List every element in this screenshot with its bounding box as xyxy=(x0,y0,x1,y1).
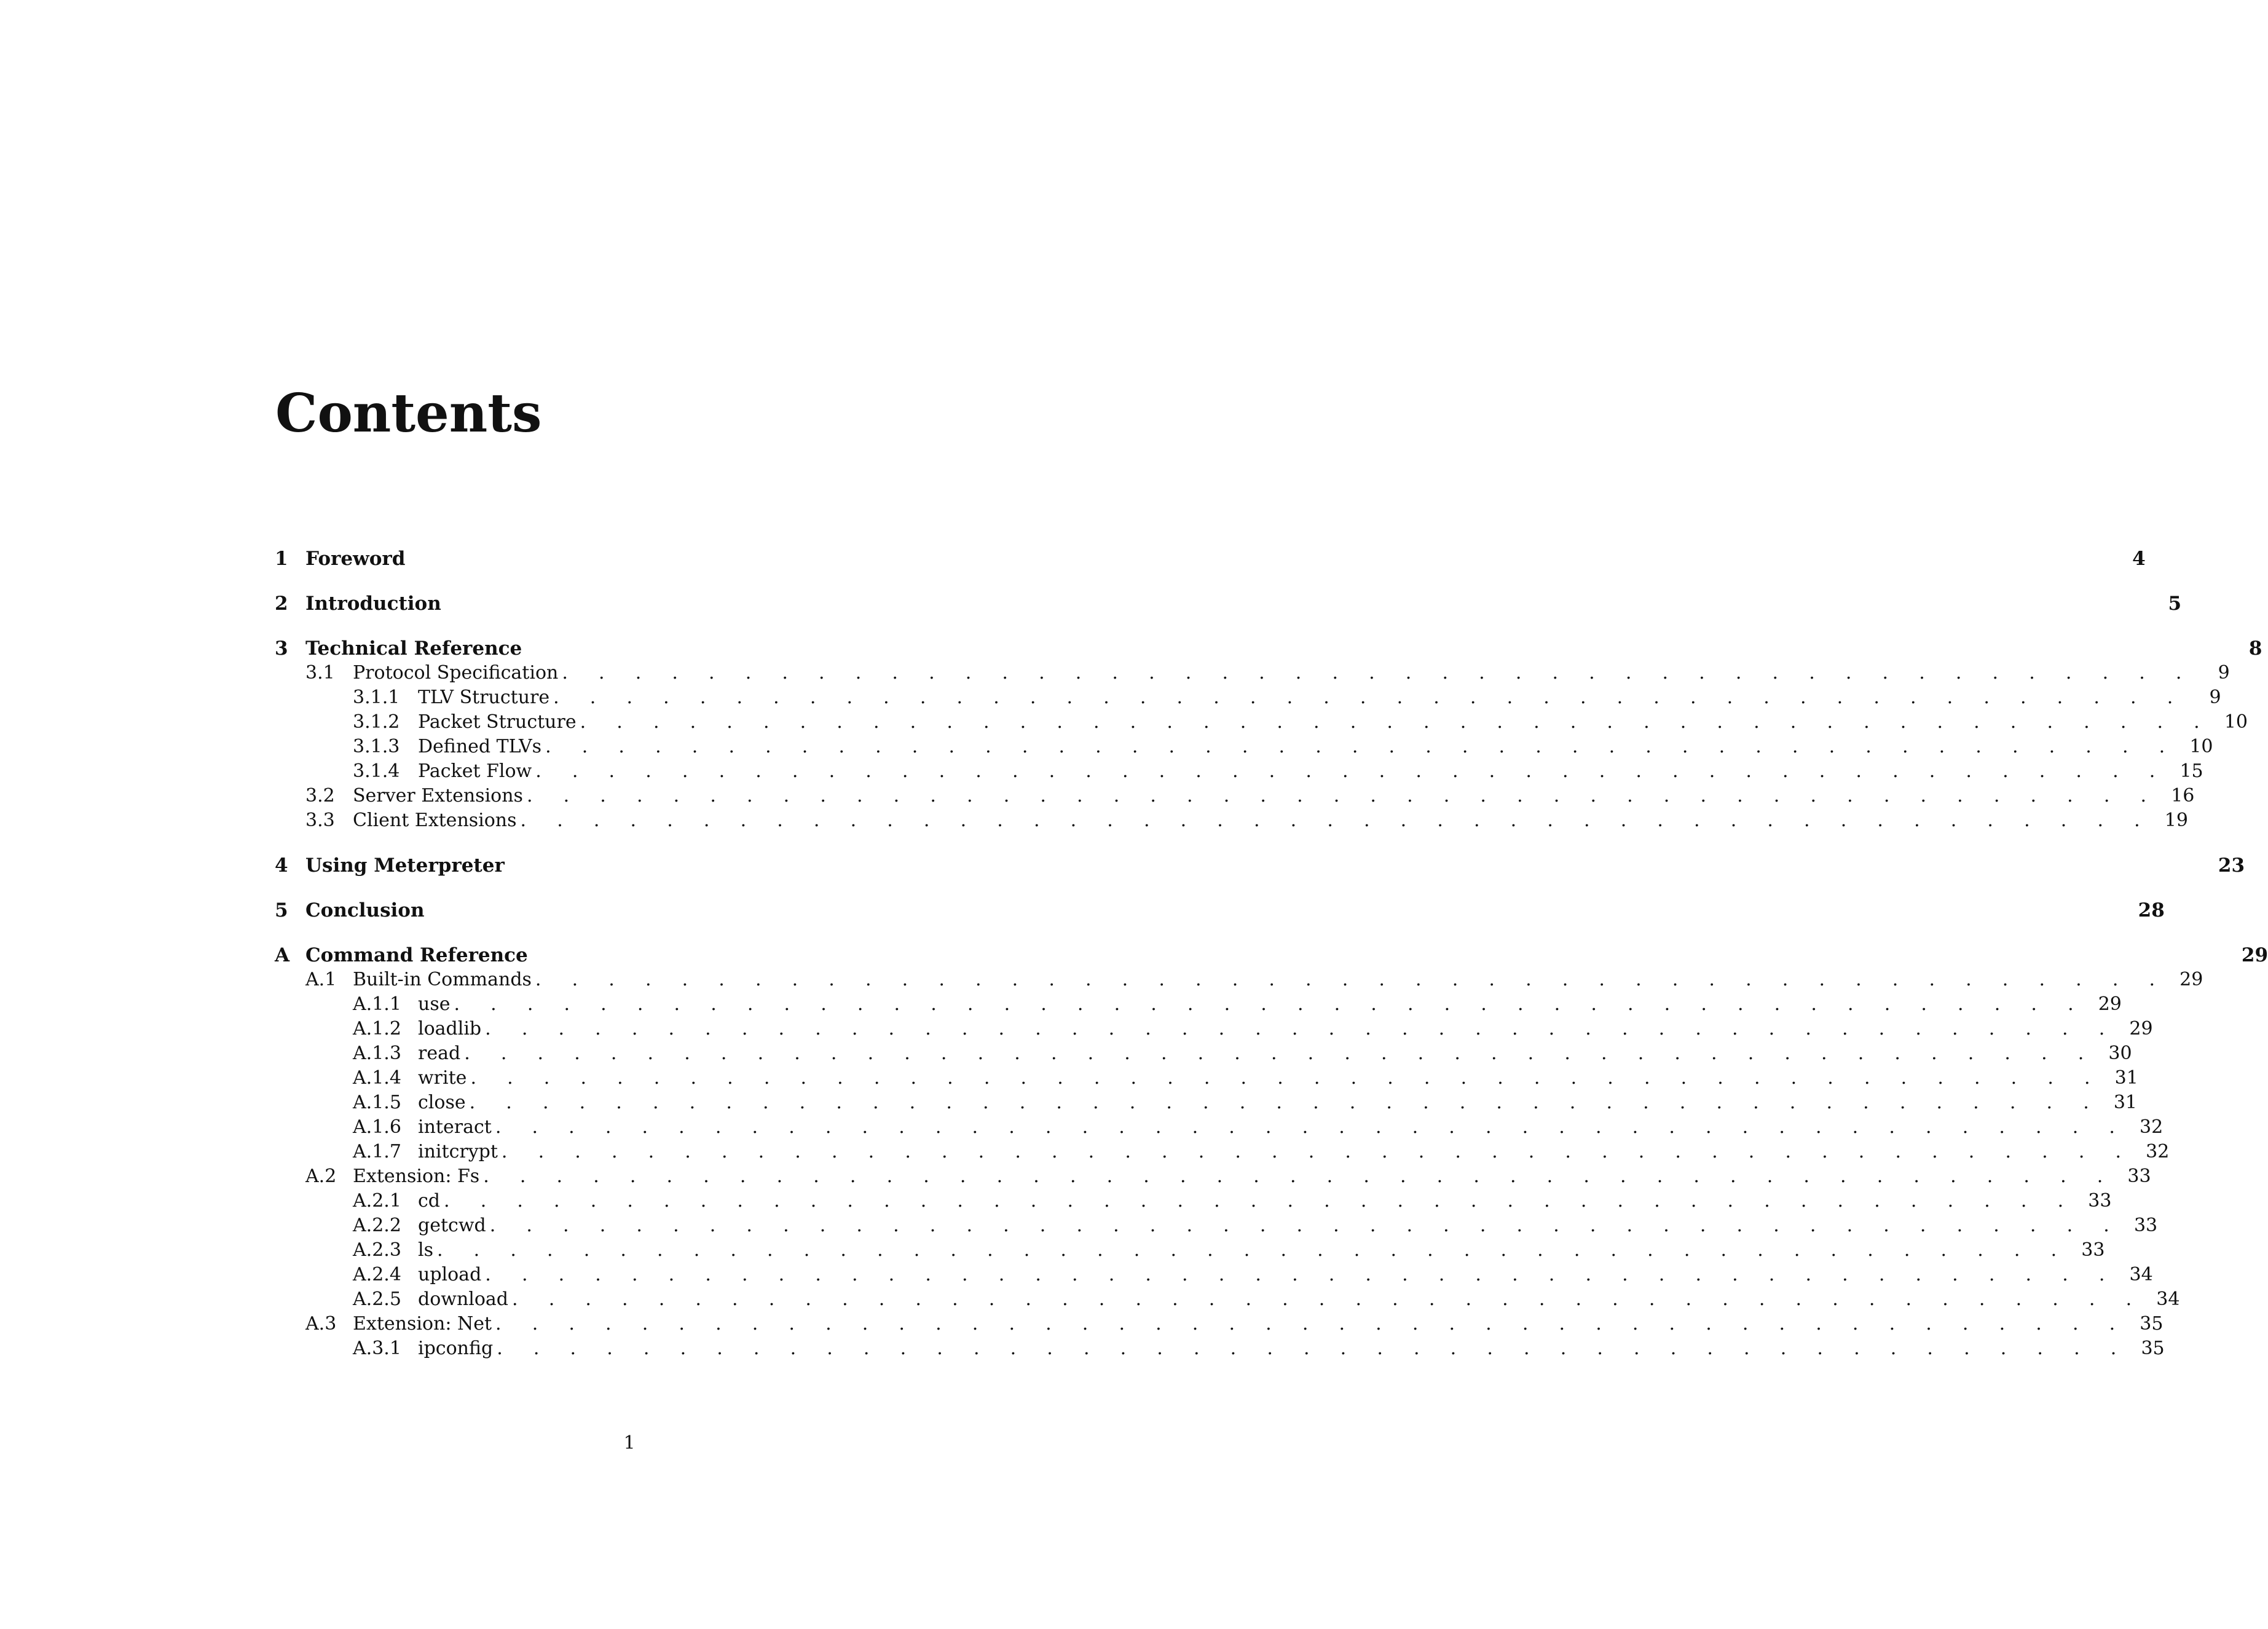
toc-number: A.3 xyxy=(305,1313,337,1335)
toc-title: initcrypt xyxy=(418,1141,498,1162)
toc-title: loadlib xyxy=(418,1018,482,1039)
toc-page-number: 9 xyxy=(2218,662,2230,684)
toc-entry-5[interactable] xyxy=(275,898,2165,923)
dot-leader: . . . . . . . . . . . . . . . . . . . . . . . . . . . . . . . . . . . . . . . . . . . . . xyxy=(526,785,2159,807)
toc-number: 2 xyxy=(275,593,288,615)
toc-entry-a-1-5[interactable] xyxy=(275,1091,2138,1115)
toc-entry-a-2-1[interactable] xyxy=(275,1189,2112,1213)
toc-entry-a-2-5[interactable] xyxy=(275,1287,2180,1312)
toc-page-number: 29 xyxy=(2241,944,2268,966)
toc-number: A.2.1 xyxy=(353,1190,401,1212)
toc-number: A.2.4 xyxy=(353,1264,401,1285)
toc-page-number: 31 xyxy=(2114,1067,2138,1089)
toc-number: A.1.7 xyxy=(353,1141,401,1162)
toc-page-number: 8 xyxy=(2248,637,2262,660)
toc-title: Defined TLVs xyxy=(418,736,542,757)
toc-entry-3-1-3[interactable] xyxy=(275,735,2213,759)
dot-leader: . . . . . . . . . . . . . . . . . . . . . . . . . . . . . . . . . . . . . . . . . . . . . xyxy=(553,687,2186,708)
toc-title: Built-in Commands xyxy=(353,969,532,990)
toc-entry-a-2-3[interactable] xyxy=(275,1238,2105,1263)
dot-leader: . . . . . . . . . . . . . . . . . . . . . . . . . . . . . . . . . . . . . . . . . . . . . xyxy=(501,1141,2134,1162)
toc-title: cd xyxy=(418,1190,441,1212)
toc-entry-a[interactable] xyxy=(275,943,2268,968)
toc-number: 3.1.3 xyxy=(353,736,400,757)
toc-number: A.1.1 xyxy=(353,993,401,1015)
page-title: Contents xyxy=(275,382,542,444)
toc-entry-3-1[interactable] xyxy=(275,661,2230,685)
toc-title: close xyxy=(418,1092,466,1113)
toc-page-number: 34 xyxy=(2156,1288,2180,1310)
toc-title: read xyxy=(418,1043,461,1064)
dot-leader: . . . . . . . . . . . . . . . . . . . . . . . . . . . . . . . . . . . . . . . . . . . . . xyxy=(464,1043,2097,1064)
dot-leader: . . . . . . . . . . . . . . . . . . . . . . . . . . . . . . . . . . . . . . . . . . . . . xyxy=(437,1239,2069,1261)
toc-title: Conclusion xyxy=(305,899,425,921)
toc-number: 1 xyxy=(275,548,288,570)
toc-title: upload xyxy=(418,1264,482,1285)
dot-leader: . . . . . . . . . . . . . . . . . . . . . . . . . . . . . . . . . . . . . . . . . . . . . xyxy=(512,1288,2144,1310)
dot-leader: . . . . . . . . . . . . . . . . . . . . . . . . . . . . . . . . . . . . . . . . . . . . . xyxy=(495,1313,2128,1335)
toc-title: Packet Flow xyxy=(418,760,532,782)
toc-page-number: 23 xyxy=(2218,854,2245,877)
toc-page-number: 10 xyxy=(2189,736,2213,757)
toc-title: Technical Reference xyxy=(305,637,522,660)
toc-entry-3-1-2[interactable] xyxy=(275,710,2248,735)
dot-leader: . . . . . . . . . . . . . . . . . . . . . . . . . . . . . . . . . . . . . . . . . . . . . xyxy=(535,760,2168,782)
toc-entry-a-2-2[interactable] xyxy=(275,1213,2158,1238)
toc-number: A.2.5 xyxy=(353,1288,401,1310)
dot-leader: . . . . . . . . . . . . . . . . . . . . . . . . . . . . . . . . . . . . . . . . . . . . . xyxy=(497,1338,2129,1359)
toc-title: TLV Structure xyxy=(418,687,550,708)
toc-entry-2[interactable] xyxy=(275,591,2182,616)
toc-page-number: 10 xyxy=(2224,711,2248,733)
toc-page-number: 29 xyxy=(2098,993,2122,1015)
toc-number: 3.1.1 xyxy=(353,687,400,708)
toc-number: 3.2 xyxy=(305,785,335,807)
toc-entry-a-3-1[interactable] xyxy=(275,1336,2165,1361)
dot-leader: . . . . . . . . . . . . . . . . . . . . . . . . . . . . . . . . . . . . . . . . . . . . . xyxy=(489,1215,2122,1236)
toc-entry-a-1-3[interactable] xyxy=(275,1041,2132,1066)
toc-title: Server Extensions xyxy=(353,785,523,807)
toc-entry-3-3[interactable] xyxy=(275,808,2188,833)
toc-number: 3.1 xyxy=(305,662,335,684)
toc-number: A.2 xyxy=(305,1166,337,1187)
toc-page-number: 33 xyxy=(2127,1166,2151,1187)
dot-leader: . . . . . . . . . . . . . . . . . . . . . . . . . . . . . . . . . . . . . . . . . . . . . xyxy=(520,810,2152,831)
toc-title: Packet Structure xyxy=(418,711,577,733)
toc-title: Extension: Fs xyxy=(353,1166,480,1187)
toc-page-number: 28 xyxy=(2138,899,2165,921)
toc-page-number: 19 xyxy=(2164,810,2188,831)
toc-title: Protocol Specification xyxy=(353,662,559,684)
dot-leader: . . . . . . . . . . . . . . . . . . . . . . . . . . . . . . . . . . . . . . . . . . . . . xyxy=(535,969,2168,990)
toc-title: interact xyxy=(418,1116,492,1138)
toc-title: Client Extensions xyxy=(353,810,517,831)
toc-number: 3.3 xyxy=(305,810,335,831)
toc-page-number: 34 xyxy=(2129,1264,2153,1285)
toc-number: 5 xyxy=(275,899,288,921)
toc-entry-a-1-1[interactable] xyxy=(275,992,2122,1017)
dot-leader: . . . . . . . . . . . . . . . . . . . . . . . . . . . . . . . . . . . . . . . . . . . . . xyxy=(454,993,2086,1015)
page-number: 1 xyxy=(623,1432,636,1454)
toc-title: getcwd xyxy=(418,1215,486,1236)
toc-entry-a-3[interactable] xyxy=(275,1312,2164,1336)
toc-entry-a-2[interactable] xyxy=(275,1164,2151,1189)
toc-page-number: 15 xyxy=(2179,760,2203,782)
dot-leader: . . . . . . . . . . . . . . . . . . . . . . . . . . . . . . . . . . . . . . . . . . . . . xyxy=(483,1166,2116,1187)
toc-page-number: 9 xyxy=(2209,687,2221,708)
toc-page-number: 29 xyxy=(2179,969,2203,990)
toc-page-number: 35 xyxy=(2140,1313,2164,1335)
toc-entry-3-1-4[interactable] xyxy=(275,759,2203,784)
dot-leader: . . . . . . . . . . . . . . . . . . . . . . . . . . . . . . . . . . . . . . . . . . . . . xyxy=(495,1116,2128,1138)
toc-number: A.2.2 xyxy=(353,1215,401,1236)
dot-leader: . . . . . . . . . . . . . . . . . . . . . . . . . . . . . . . . . . . . . . . . . . . . . xyxy=(485,1264,2117,1285)
toc-entry-a-1-6[interactable] xyxy=(275,1115,2164,1140)
dot-leader: . . . . . . . . . . . . . . . . . . . . . . . . . . . . . . . . . . . . . . . . . . . . . xyxy=(545,736,2178,757)
toc-entry-a-2-4[interactable] xyxy=(275,1263,2153,1287)
toc-title: Command Reference xyxy=(305,944,528,966)
toc-title: Extension: Net xyxy=(353,1313,492,1335)
toc-title: ipconfig xyxy=(418,1338,494,1359)
toc-page-number: 16 xyxy=(2171,785,2195,807)
toc-number: A.3.1 xyxy=(353,1338,401,1359)
toc-page-number: 29 xyxy=(2129,1018,2153,1039)
toc-entry-a-1-4[interactable] xyxy=(275,1066,2138,1091)
toc-number: 3.1.4 xyxy=(353,760,400,782)
dot-leader: . . . . . . . . . . . . . . . . . . . . . . . . . . . . . . . . . . . . . . . . . . . . . xyxy=(469,1092,2102,1113)
toc-title: Introduction xyxy=(305,593,441,615)
toc-title: Foreword xyxy=(305,548,406,570)
toc-number: A.1.6 xyxy=(353,1116,401,1138)
toc-number: 4 xyxy=(275,854,288,877)
toc-entry-1[interactable] xyxy=(275,546,2146,571)
toc-entry-3[interactable] xyxy=(275,636,2262,661)
toc-page-number: 35 xyxy=(2141,1338,2165,1359)
toc-page-number: 4 xyxy=(2132,548,2146,570)
toc-number: 3.1.2 xyxy=(353,711,400,733)
toc-title: Using Meterpreter xyxy=(305,854,505,877)
dot-leader: . . . . . . . . . . . . . . . . . . . . . . . . . . . . . . . . . . . . . . . . . . . . . xyxy=(485,1018,2117,1039)
toc-number: A.1.2 xyxy=(353,1018,401,1039)
toc-number: A xyxy=(275,944,290,966)
toc-page-number: 33 xyxy=(2088,1190,2112,1212)
toc-number: A.1.4 xyxy=(353,1067,401,1089)
toc-number: 3 xyxy=(275,637,288,660)
toc-number: A.1.5 xyxy=(353,1092,401,1113)
dot-leader: . . . . . . . . . . . . . . . . . . . . . . . . . . . . . . . . . . . . . . . . . . . . . xyxy=(470,1067,2103,1089)
toc-entry-a-1-7[interactable] xyxy=(275,1140,2170,1164)
toc-page-number: 33 xyxy=(2081,1239,2105,1261)
toc-entry-a-1-2[interactable] xyxy=(275,1017,2153,1041)
dot-leader: . . . . . . . . . . . . . . . . . . . . . . . . . . . . . . . . . . . . . . . . . . . . . xyxy=(580,711,2213,733)
toc-number: A.1.3 xyxy=(353,1043,401,1064)
table-of-contents xyxy=(275,546,2268,1361)
toc-title: download xyxy=(418,1288,509,1310)
toc-page-number: 5 xyxy=(2168,593,2182,615)
toc-page-number: 31 xyxy=(2113,1092,2138,1113)
toc-page-number: 33 xyxy=(2133,1215,2158,1236)
toc-page-number: 32 xyxy=(2140,1116,2164,1138)
dot-leader: . . . . . . . . . . . . . . . . . . . . . . . . . . . . . . . . . . . . . . . . . . . . . xyxy=(444,1190,2076,1212)
toc-number: A.2.3 xyxy=(353,1239,401,1261)
toc-title: ls xyxy=(418,1239,433,1261)
toc-number: A.1 xyxy=(305,969,337,990)
toc-entry-4[interactable] xyxy=(275,853,2245,878)
toc-entry-a-1[interactable] xyxy=(275,968,2203,992)
toc-entry-3-1-1[interactable] xyxy=(275,685,2221,710)
dot-leader: . . . . . . . . . . . . . . . . . . . . . . . . . . . . . . . . . . . . . . . . . . . . . xyxy=(562,662,2194,684)
toc-page-number: 30 xyxy=(2108,1043,2132,1064)
toc-title: use xyxy=(418,993,451,1015)
toc-title: write xyxy=(418,1067,467,1089)
toc-page-number: 32 xyxy=(2146,1141,2170,1162)
toc-entry-3-2[interactable] xyxy=(275,784,2195,808)
